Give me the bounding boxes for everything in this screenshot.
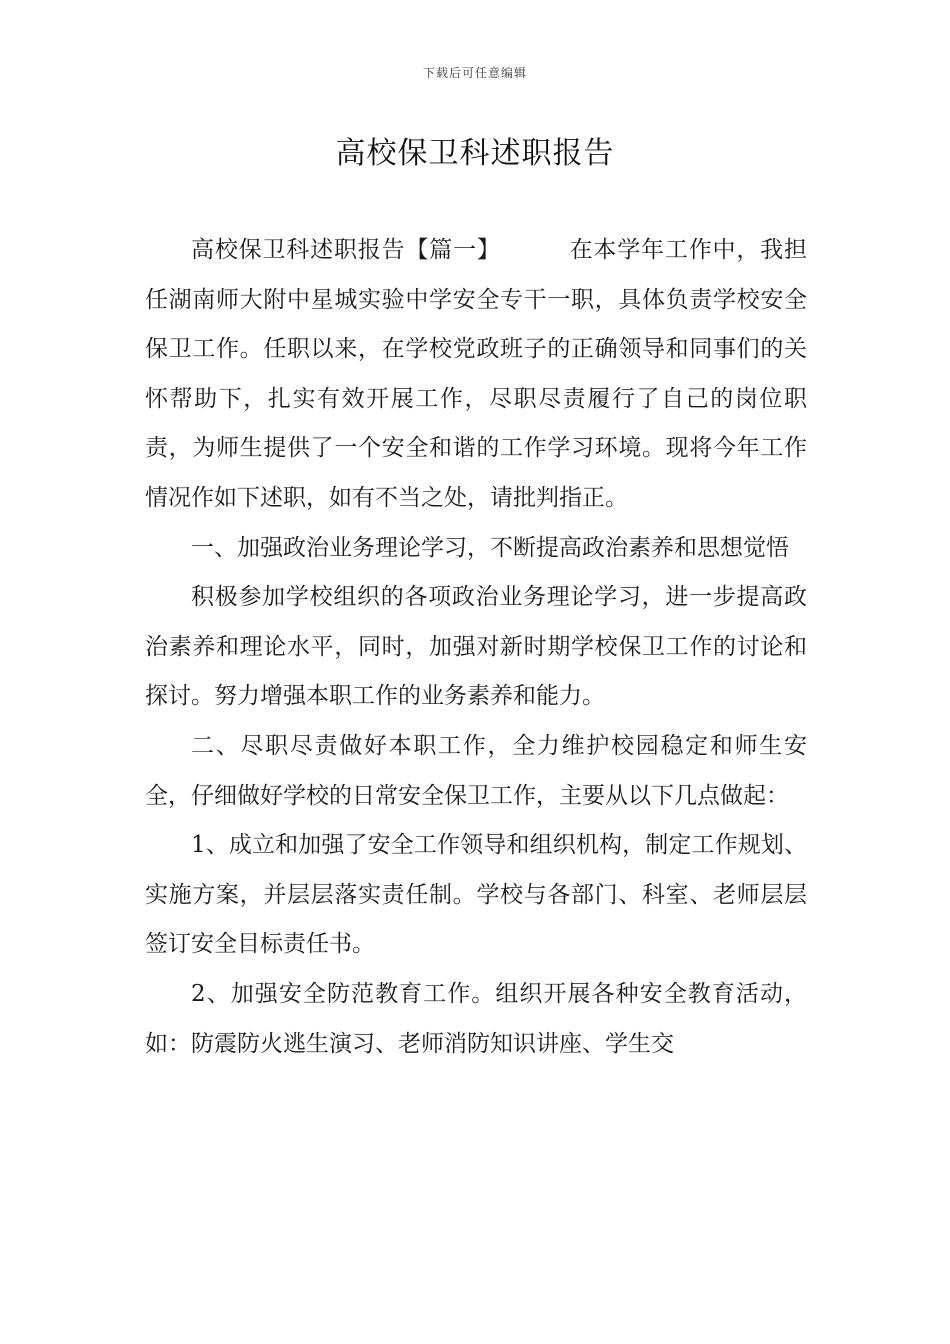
paragraph-study: 积极参加学校组织的各项政治业务理论学习，进一步提高政治素养和理论水平，同时，加强对新时期学校保卫工作的讨论和探讨。努力增强本职工作的业务素养和能力。: [145, 584, 807, 710]
list-item-1: 1、成立和加强了安全工作领导和组织机构，制定工作规划、实施方案，并层层落实责任制。学校与各部门、科室、老师层层签订安全目标责任书。: [145, 832, 807, 958]
section-heading-2: 二、尽职尽责做好本职工作，全力维护校园稳定和师生安全，仔细做好学校的日常安全保卫工作，主要从以下几点做起：: [145, 732, 807, 809]
document-body: [145, 226, 807, 1069]
header-note: 下载后可任意编辑: [422, 66, 527, 80]
document-title: 高校保卫科述职报告: [335, 136, 615, 171]
intro-paragraph: [145, 226, 807, 524]
intro-heading: 高校保卫科述职报告【篇一】: [191, 237, 501, 263]
list-item-2: 2、加强安全防范教育工作。组织开展各种安全教育活动，如：防震防火逃生演习、老师消防知识讲座、学生交: [145, 980, 807, 1057]
section-heading-1: 一、加强政治业务理论学习，不断提高政治素养和思想觉悟: [191, 534, 789, 561]
intro-text: 在本学年工作中，我担任湖南师大附中星城实验中学安全专干一职，具体负责学校安全保卫工作。任职以来，在学校党政班子的正确领导和同事们的关怀帮助下，扎实有效开展工作，尽职尽责履行了自己的岗位职责，为师生提供了一个安全和谐的工作学习环境。现将今年工作情况作如下述职，如有不当之处，请批判指正。: [145, 237, 808, 511]
